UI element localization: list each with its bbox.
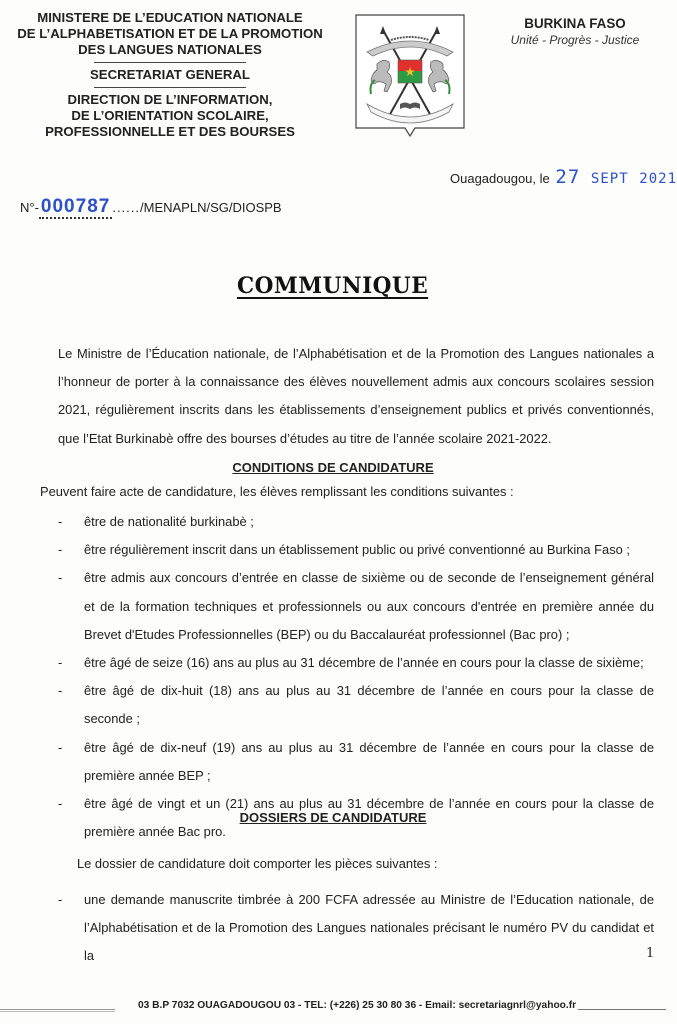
section-heading-dossiers: DOSSIERS DE CANDIDATURE (239, 810, 427, 825)
date-month: SEPT (590, 171, 629, 187)
footer-rule-right (578, 1009, 666, 1010)
coat-of-arms-icon (353, 12, 467, 140)
date-day: 27 (555, 166, 581, 188)
country-name: BURKINA FASO (524, 16, 626, 31)
reference-stamp-number: 000787 (40, 196, 111, 217)
coat-of-arms-emblem (353, 12, 467, 140)
country-header (500, 16, 650, 47)
dotted-fill: ...... (112, 200, 140, 215)
direction-line: DIRECTION DE L’INFORMATION, (67, 92, 273, 107)
page-number: 1 (646, 946, 655, 961)
list-item: - être âgé de seize (16) ans au plus au 31 décembre de l’année en cours pour la classe de sixième; (40, 649, 654, 677)
date-place: Ouagadougou, le (450, 171, 550, 186)
list-item: - être régulièrement inscrit dans un établissement public ou privé conventionné au Burkina Faso ; (40, 536, 654, 564)
ministry-line: DE L’ALPHABETISATION ET DE LA PROMOTION (17, 26, 323, 41)
dossiers-lead: Le dossier de candidature doit comporter les pièces suivantes : (77, 856, 438, 871)
section-heading-conditions: CONDITIONS DE CANDIDATURE (232, 460, 434, 475)
reference-number (20, 196, 282, 218)
footer-address: 03 B.P 7032 OUAGADOUGOU 03 - TEL: (+226) 25 30 80 36 - Email: secretariagnrl@yahoo.fr (138, 1000, 577, 1011)
list-item: - une demande manuscrite timbrée à 200 FCFA adressée au Ministre de l’Education nationale, de l’Alphabétisation et de la Promotion des Langues nationales précisant le numéro PV du candidat et la (40, 886, 654, 971)
country-motto: Unité - Progrès - Justice (510, 33, 640, 47)
list-item: - être âgé de dix-neuf (19) ans au plus au 31 décembre de l’année en cours pour la classe de première année BEP ; (40, 734, 654, 790)
list-item: - être admis aux concours d’entrée en classe de sixième ou de seconde de l’enseignement général et de la formation techniques et professionnels ou aux concours d'entrée en première année du Brevet d'Etudes Professionnelles (BEP) ou du Baccalauréat professionnel (Bac pro) ; (40, 564, 654, 649)
ministry-header (0, 10, 340, 140)
header-divider (94, 62, 246, 63)
direction-line: DE L’ORIENTATION SCOLAIRE, (71, 108, 269, 123)
ministry-line: DES LANGUES NATIONALES (78, 42, 262, 57)
conditions-list (40, 508, 654, 846)
ministry-line: MINISTERE DE L’EDUCATION NATIONALE (37, 10, 303, 25)
footer (0, 1000, 666, 1020)
date-line (450, 166, 677, 188)
conditions-lead: Peuvent faire acte de candidature, les élèves remplissant les conditions suivantes : (40, 484, 514, 499)
reference-suffix: /MENAPLN/SG/DIOSPB (140, 200, 282, 215)
footer-rule-left (0, 1011, 115, 1012)
document-title (0, 273, 666, 299)
intro-paragraph: Le Ministre de l’Éducation nationale, de l’Alphabétisation et de la Promotion des Langues nationales a l’honneur de porter à la connaissance des élèves nouvellement admis aux concours scolaires session 2021, régulièrement inscrits dans les établissements d’enseignement publics et privés conventionnés, que l’Etat Burkinabè offre des bourses d’études au titre de l’année scolaire 2021-2022. (58, 346, 654, 446)
header-divider (94, 87, 246, 88)
list-item: - être âgé de vingt et un (21) ans au plus au 31 décembre de l’année en cours pour la classe de première année Bac pro. (40, 790, 654, 846)
dossiers-list (40, 886, 654, 971)
list-item: - être de nationalité burkinabè ; (40, 508, 654, 536)
reference-prefix: N°- (20, 200, 39, 215)
date-stamp (555, 168, 677, 187)
date-year: 2021 (639, 171, 677, 187)
footer-rule-left (0, 1009, 115, 1010)
direction-line: PROFESSIONNELLE ET DES BOURSES (45, 124, 295, 139)
secretariat-label: SECRETARIAT GENERAL (90, 67, 250, 82)
title-text: COMMUNIQUE (237, 273, 429, 299)
list-item: - être âgé de dix-huit (18) ans au plus au 31 décembre de l’année en cours pour la classe de seconde ; (40, 677, 654, 733)
